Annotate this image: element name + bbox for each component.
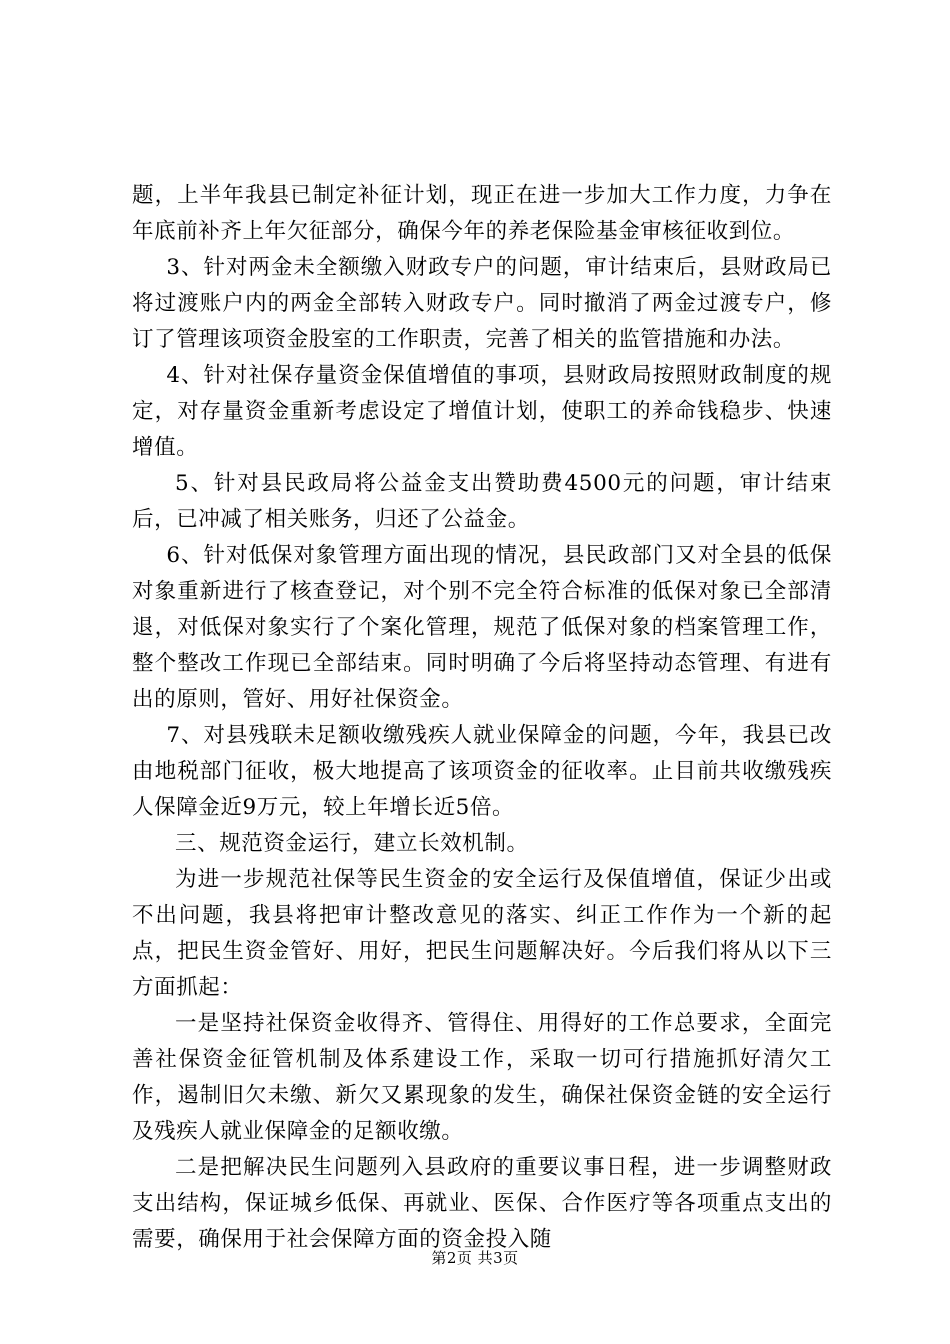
document-body	[132, 178, 832, 1258]
paragraph-continuation: 题，上半年我县已制定补征计划，现正在进一步加大工作力度，力争在年底前补齐上年欠征部分，确保今年的养老保险基金审核征收到位。	[132, 183, 832, 244]
section-heading-3: 三、规范资金运行，建立长效机制。	[175, 831, 529, 856]
paragraph-item-7: 7、对县残联未足额收缴残疾人就业保障金的问题，今年，我县已改由地税部门征收，极大地提高了该项资金的征收率。止目前共收缴残疾人保障金近9万元，较上年增长近5倍。	[132, 723, 832, 820]
paragraph-item-3: 3、针对两金未全额缴入财政专户的问题，审计结束后，县财政局已将过渡账户内的两金全部转入财政专户。同时撤消了两金过渡专户，修订了管理该项资金股室的工作职责，完善了相关的监管措施和办法。	[132, 255, 832, 352]
paragraph-item-6: 6、针对低保对象管理方面出现的情况，县民政部门又对全县的低保对象重新进行了核查登记，对个别不完全符合标准的低保对象已全部清退，对低保对象实行了个案化管理，规范了低保对象的档案管理工作，整个整改工作现已全部结束。同时明确了今后将坚持动态管理、有进有出的原则，管好、用好社保资金。	[132, 543, 832, 712]
paragraph-item-5: 5、针对县民政局将公益金支出赞助费4500元的问题，审计结束后，已冲减了相关账务，归还了公益金。	[132, 471, 832, 532]
page-number-footer: 第2页 共3页	[431, 1249, 519, 1267]
paragraph-intro: 为进一步规范社保等民生资金的安全运行及保值增值，保证少出或不出问题，我县将把审计整改意见的落实、纠正工作作为一个新的起点，把民生资金管好、用好，把民生问题解决好。今后我们将从以下三方面抓起：	[132, 867, 832, 1000]
paragraph-point-2: 二是把解决民生问题列入县政府的重要议事日程，进一步调整财政支出结构，保证城乡低保、再就业、医保、合作医疗等各项重点支出的需要，确保用于社会保障方面的资金投入随	[132, 1155, 832, 1252]
paragraph-point-1: 一是坚持社保资金收得齐、管得住、用得好的工作总要求，全面完善社保资金征管机制及体系建设工作，采取一切可行措施抓好清欠工作，遏制旧欠未缴、新欠又累现象的发生，确保社保资金链的安全运行及残疾人就业保障金的足额收缴。	[132, 1011, 832, 1144]
paragraph-item-4: 4、针对社保存量资金保值增值的事项，县财政局按照财政制度的规定，对存量资金重新考虑设定了增值计划，使职工的养命钱稳步、快速增值。	[132, 363, 832, 460]
